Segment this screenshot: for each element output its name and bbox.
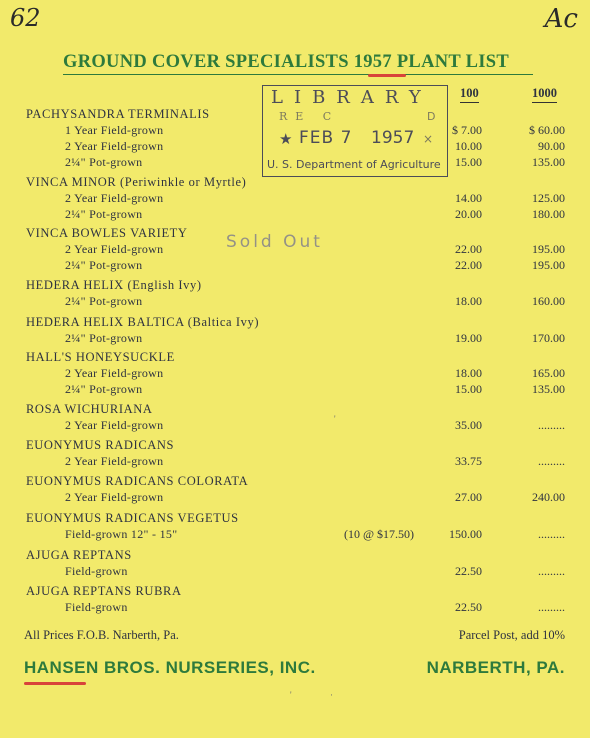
price-row	[0, 242, 590, 258]
plant-name: HEDERA HELIX BALTICA (Baltica Ivy)	[26, 315, 260, 329]
stray-mark: '	[334, 414, 336, 424]
plant-heading-row	[0, 511, 590, 527]
plant-name: EUONYMUS RADICANS VEGETUS	[26, 511, 239, 525]
price-per-100: 22.00	[455, 242, 482, 256]
plant-grade: 1 Year Field-grown	[65, 123, 164, 137]
plant-heading-row	[0, 350, 590, 366]
price-row	[0, 564, 590, 580]
price-per-100: 15.00	[455, 155, 482, 169]
sold-out-stamp: Sold Out	[226, 232, 323, 252]
price-per-1000: 170.00	[532, 331, 565, 345]
plant-grade: 2 Year Field-grown	[65, 454, 164, 468]
plant-grade: 2¼" Pot-grown	[65, 207, 143, 221]
price-per-100: 18.00	[455, 366, 482, 380]
plant-heading-row	[0, 278, 590, 294]
fob-note: All Prices F.O.B. Narberth, Pa.	[24, 628, 179, 642]
stamp-mark: ×	[423, 132, 434, 146]
plant-grade: Field-grown	[65, 564, 128, 578]
price-per-100: 15.00	[455, 382, 482, 396]
price-per-1000: 125.00	[532, 191, 565, 205]
price-row	[0, 294, 590, 310]
price-per-100: 33.75	[455, 454, 482, 468]
price-row	[0, 123, 590, 139]
plant-grade: 2 Year Field-grown	[65, 139, 164, 153]
price-per-1000: .........	[538, 418, 565, 432]
bulk-note: (10 @ $17.50)	[344, 527, 415, 541]
plant-grade: 2¼" Pot-grown	[65, 258, 143, 272]
column-header-100: 100	[460, 86, 479, 103]
red-pencil-underline	[368, 74, 406, 77]
stamp-year: 1957	[371, 128, 415, 148]
plant-heading-row	[0, 474, 590, 490]
plant-heading-row	[0, 175, 590, 191]
plant-grade: 2 Year Field-grown	[65, 242, 164, 256]
price-row	[0, 191, 590, 207]
price-row	[0, 139, 590, 155]
plant-grade: 2¼" Pot-grown	[65, 294, 143, 308]
column-header-1000: 1000	[532, 86, 557, 103]
price-row	[0, 382, 590, 398]
price-row	[0, 155, 590, 171]
plant-heading-row	[0, 107, 590, 123]
plant-name: PACHYSANDRA TERMINALIS	[26, 107, 210, 121]
price-per-100: 20.00	[455, 207, 482, 221]
stamp-received-text: RE C	[279, 110, 340, 123]
price-row	[0, 600, 590, 616]
plant-heading-row	[0, 226, 590, 242]
price-per-1000: 195.00	[532, 258, 565, 272]
price-per-100: 150.00	[449, 527, 482, 541]
price-per-100: 27.00	[455, 490, 482, 504]
price-row	[0, 490, 590, 506]
price-per-1000: 180.00	[532, 207, 565, 221]
handwritten-page-number: 62	[10, 4, 41, 32]
plant-heading-row	[0, 402, 590, 418]
plant-heading-row	[0, 548, 590, 564]
plant-name: ROSA WICHURIANA	[26, 402, 153, 416]
plant-name: HEDERA HELIX (English Ivy)	[26, 278, 202, 292]
stamp-date: FEB 7	[299, 128, 353, 148]
price-per-100: 10.00	[455, 139, 482, 153]
price-per-1000: 240.00	[532, 490, 565, 504]
price-per-1000: 165.00	[532, 366, 565, 380]
plant-grade: 2 Year Field-grown	[65, 191, 164, 205]
price-row	[0, 258, 590, 274]
price-per-1000: 90.00	[538, 139, 565, 153]
price-row	[0, 207, 590, 223]
price-per-100: 22.50	[455, 564, 482, 578]
price-row	[0, 527, 590, 543]
plant-name: EUONYMUS RADICANS COLORATA	[26, 474, 249, 488]
plant-grade: 2¼" Pot-grown	[65, 382, 143, 396]
stray-mark: '	[290, 690, 292, 700]
price-per-1000: 135.00	[532, 155, 565, 169]
stamp-star-icon: ★	[279, 130, 293, 148]
parcel-post-note: Parcel Post, add 10%	[458, 628, 565, 642]
red-pencil-underline	[24, 682, 86, 685]
company-city: NARBERTH, PA.	[426, 658, 565, 677]
stamp-department: U. S. Department of Agriculture	[267, 158, 441, 171]
price-per-1000: $ 60.00	[529, 123, 565, 137]
price-per-100: 14.00	[455, 191, 482, 205]
plant-grade: 2¼" Pot-grown	[65, 155, 143, 169]
company-name: HANSEN BROS. NURSERIES, INC.	[24, 658, 316, 677]
price-per-1000: .........	[538, 527, 565, 541]
handwritten-initials: Ac	[544, 4, 578, 34]
price-per-100: 35.00	[455, 418, 482, 432]
price-per-1000: 160.00	[532, 294, 565, 308]
plant-grade: Field-grown	[65, 600, 128, 614]
plant-name: HALL'S HONEYSUCKLE	[26, 350, 175, 364]
price-per-100: 19.00	[455, 331, 482, 345]
plant-grade: 2 Year Field-grown	[65, 418, 164, 432]
price-per-100: $ 7.00	[452, 123, 482, 137]
price-per-100: 22.00	[455, 258, 482, 272]
stamp-received-tail: D	[427, 110, 436, 123]
price-per-1000: .........	[538, 454, 565, 468]
price-row	[0, 454, 590, 470]
price-per-1000: .........	[538, 564, 565, 578]
plant-name: VINCA MINOR (Periwinkle or Myrtle)	[26, 175, 247, 189]
plant-name: VINCA BOWLES VARIETY	[26, 226, 188, 240]
price-row	[0, 418, 590, 434]
price-per-1000: 195.00	[532, 242, 565, 256]
price-per-100: 22.50	[455, 600, 482, 614]
plant-name: EUONYMUS RADICANS	[26, 438, 175, 452]
plant-grade: 2 Year Field-grown	[65, 490, 164, 504]
plant-grade: Field-grown 12" - 15"	[65, 527, 178, 541]
plant-heading-row	[0, 584, 590, 600]
price-row	[0, 366, 590, 382]
price-per-1000: .........	[538, 600, 565, 614]
plant-grade: 2¼" Pot-grown	[65, 331, 143, 345]
price-per-1000: 135.00	[532, 382, 565, 396]
stamp-library-text: LIBRARY	[271, 87, 432, 108]
plant-name: AJUGA REPTANS	[26, 548, 132, 562]
plant-heading-row	[0, 438, 590, 454]
price-per-100: 18.00	[455, 294, 482, 308]
plant-heading-row	[0, 315, 590, 331]
plant-name: AJUGA REPTANS RUBRA	[26, 584, 182, 598]
plant-grade: 2 Year Field-grown	[65, 366, 164, 380]
document-title: GROUND COVER SPECIALISTS 1957 PLANT LIST	[63, 52, 533, 75]
price-row	[0, 331, 590, 347]
stray-mark: ·	[330, 690, 333, 700]
